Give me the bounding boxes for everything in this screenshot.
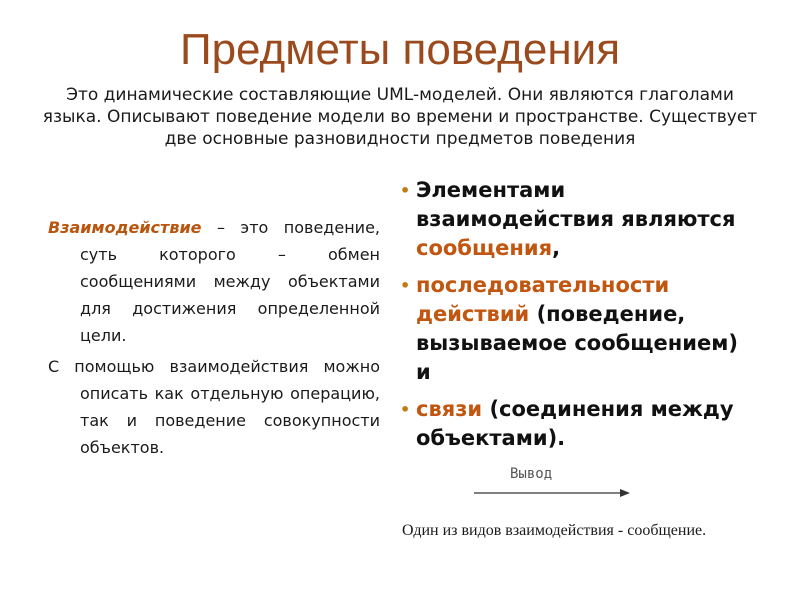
left-column bbox=[48, 214, 380, 465]
list-item-messages bbox=[400, 176, 740, 263]
highlight-term: сообщения bbox=[416, 236, 553, 260]
list-item-text: Элементами взаимодействия являются bbox=[416, 178, 736, 231]
message-arrow-icon bbox=[474, 486, 630, 500]
message-label: Вывод bbox=[510, 466, 553, 482]
slide-title: Предметы поведения bbox=[179, 25, 621, 74]
highlight-term: последовательности действий bbox=[416, 273, 670, 326]
list-item-text: (поведение, вызываемое сообщением) и bbox=[416, 302, 738, 384]
interaction-elements-list bbox=[400, 176, 740, 453]
bullet-icon: • bbox=[400, 400, 411, 419]
diagram-caption: Один из видов взаимодействия - сообщение. bbox=[402, 522, 707, 539]
bullet-icon: • bbox=[400, 181, 411, 200]
slide-subtitle: Это динамические составляющие UML-моделей. Они являются глаголами языка. Описывают поведение модели во времени и пространстве. Существует две основные разновидности предметов поведения bbox=[42, 85, 758, 149]
bullet-icon: • bbox=[400, 276, 411, 295]
list-item-text: (соединения между объектами). bbox=[416, 397, 734, 450]
interaction-definition-text: – это поведение, суть которого – обмен сообщениями между объектами для достижения определенной цели. bbox=[80, 218, 380, 345]
interaction-definition bbox=[48, 214, 380, 349]
list-item-text: , bbox=[552, 236, 561, 260]
interaction-usage: С помощью взаимодействия можно описать как отдельную операцию, так и поведение совокупности объектов. bbox=[48, 357, 380, 457]
list-item-sequences bbox=[400, 271, 740, 387]
list-item-links bbox=[400, 395, 740, 453]
right-column bbox=[400, 176, 740, 461]
highlight-term: связи bbox=[416, 397, 483, 421]
interaction-term: Взаимодействие bbox=[48, 218, 202, 237]
